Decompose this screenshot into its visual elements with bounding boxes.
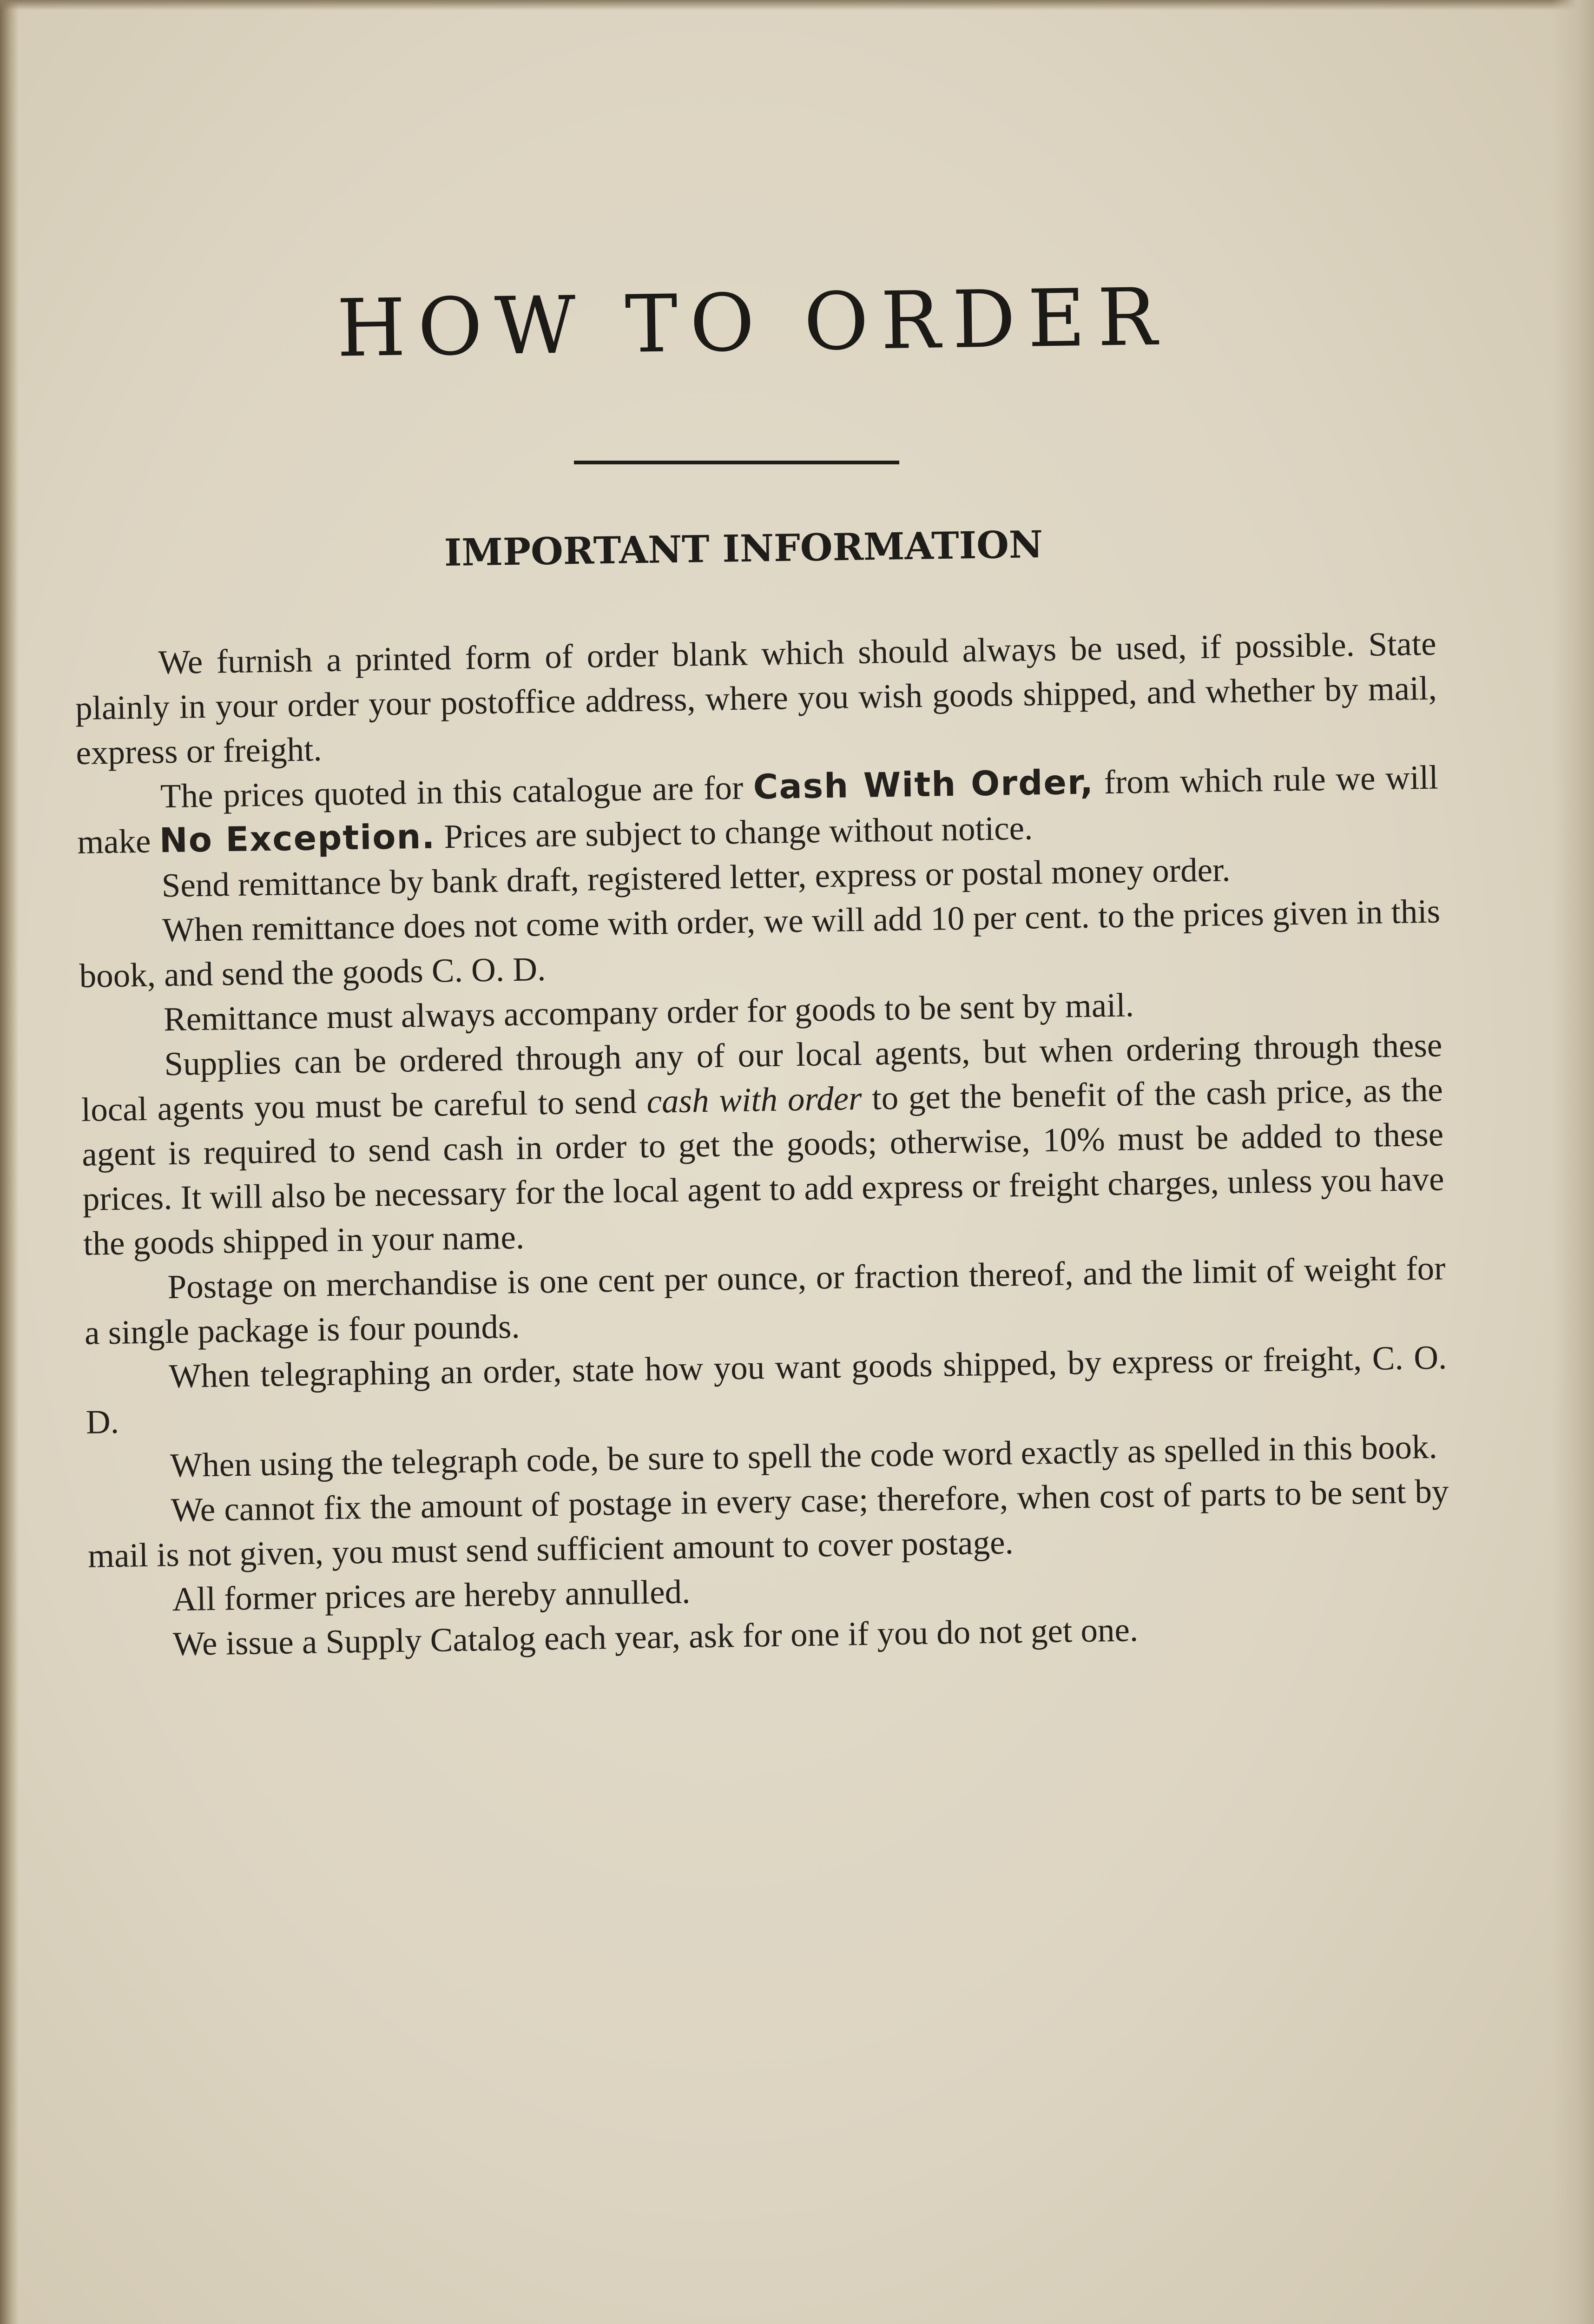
page-top-edge <box>0 0 1594 10</box>
paragraph-supply-catalog: We issue a Supply Catalog each year, ask for one if you do not get one. <box>172 1611 1139 1663</box>
paragraph-text: Supplies can be ordered through any of our local agents, but when ordering through these local agents you must be careful to send <box>81 1026 1443 1129</box>
section-heading: IMPORTANT INFORMATION <box>444 522 1043 574</box>
paragraph-local-agents <box>80 1023 1445 1266</box>
paragraph-text: The prices quoted in this catalogue are for <box>160 768 754 815</box>
paragraph-text: to get the benefit of the cash price, as the agent is required to send cash in order to get the goods; otherwise, 10% must be added to these prices. It will also be necessary for the local agent to add express or freight charges, unless you have the goods shipped in your name. <box>81 1070 1445 1262</box>
paragraph-telegraph-code: When using the telegraph code, be sure to spell the code word exactly as spelled in this book. <box>170 1427 1438 1485</box>
body-text <box>74 621 1451 1668</box>
paragraph-postage-amount: We cannot fix the amount of postage in every case; therefore, when cost of parts to be sent by mail is not given, you must send sufficient amount to cover postage. <box>87 1472 1449 1575</box>
title-divider <box>574 461 899 464</box>
paragraph-telegraphing: When telegraphing an order, state how you want goods shipped, by express or freight, C. O. D. <box>86 1338 1447 1441</box>
emphasis-cash-with-order: Cash With Order, <box>753 762 1094 807</box>
paragraph-former-prices: All former prices are hereby annulled. <box>171 1572 691 1618</box>
paragraph-remittance-methods: Send remittance by bank draft, registered letter, express or postal money order. <box>161 851 1231 905</box>
page-left-edge <box>0 0 19 2324</box>
paragraph-order-blank: We furnish a printed form of order blank which should always be used, if possible. State plainly in your order your postoffice address, where you wish goods shipped, and whether by mail, express or freight. <box>75 624 1437 772</box>
emphasis-no-exception: No Exception. <box>159 817 436 861</box>
paragraph-text: Prices are subject to change without notice. <box>435 809 1033 856</box>
page-title: HOW TO ORDER <box>336 271 1170 375</box>
page-right-edge <box>1552 0 1594 2324</box>
paragraph-cod: When remittance does not come with order, we will add 10 per cent. to the prices given in this book, and send the goods C. O. D. <box>79 892 1441 995</box>
paragraph-postage: Postage on merchandise is one cent per ounce, or fraction thereof, and the limit of weight for a single package is four pounds. <box>84 1249 1446 1352</box>
paragraph-text: from which rule we will make <box>77 758 1439 861</box>
paragraph-mail-remittance: Remittance must always accompany order for goods to be sent by mail. <box>163 986 1134 1038</box>
emphasis-cash-with-order-italic: cash with order <box>646 1079 863 1120</box>
